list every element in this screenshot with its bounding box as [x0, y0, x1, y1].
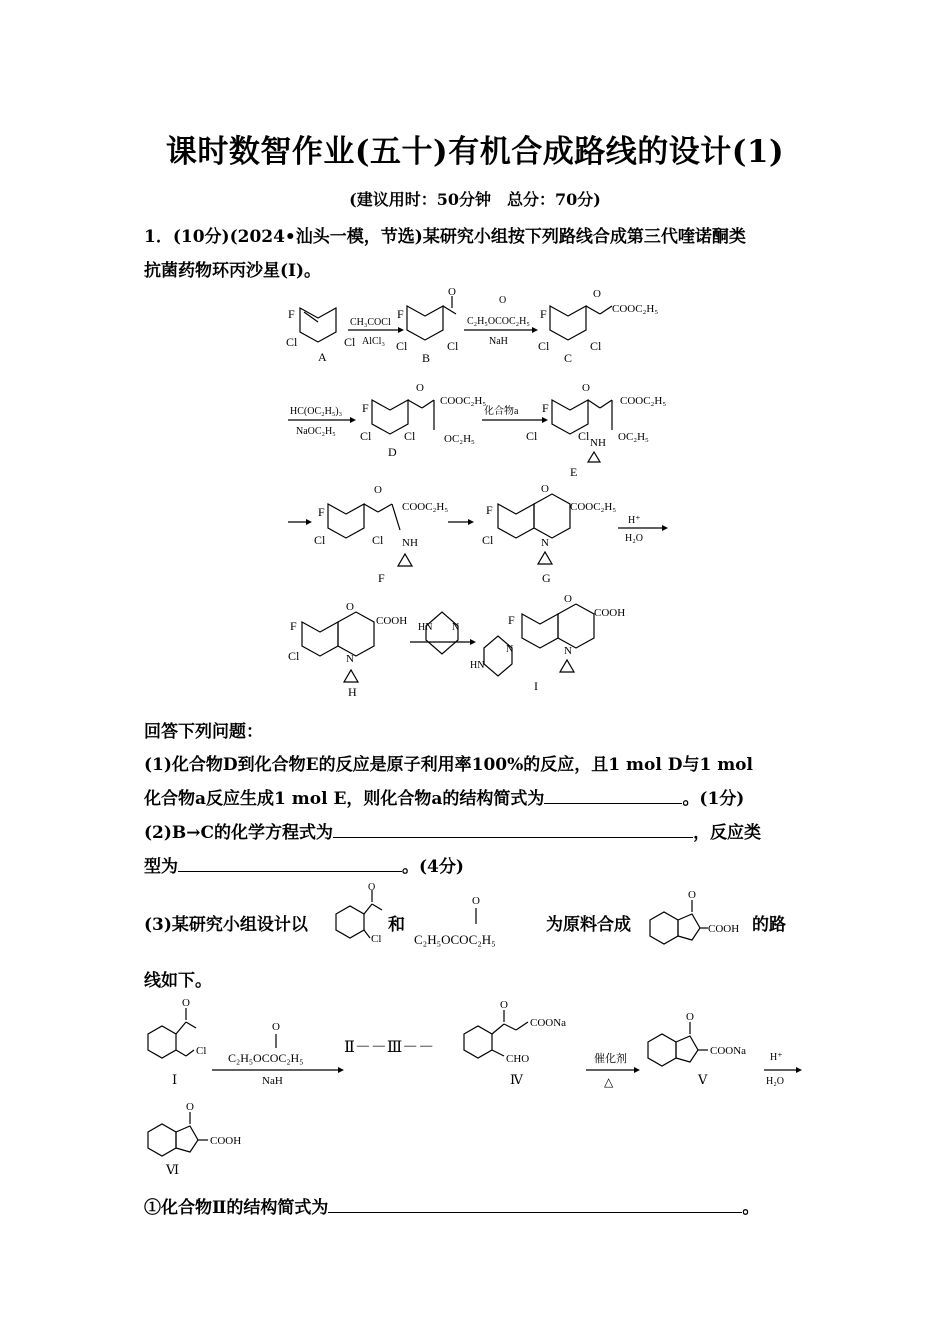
compound-D: [360, 382, 486, 459]
q1-line2: 抗菌药物环丙沙星(I)。: [144, 261, 322, 281]
svg-text:H: H: [348, 685, 357, 699]
compound-E: [526, 382, 666, 479]
svg-text:D: D: [388, 445, 397, 459]
svg-text:O: O: [182, 997, 190, 1009]
svg-text:NaOC₂H₅: NaOC₂H₅: [296, 426, 336, 437]
svg-text:Ⅰ: Ⅰ: [172, 1072, 178, 1087]
svg-text:OC₂H₅: OC₂H₅: [444, 433, 475, 445]
route-compound-6: [148, 1101, 241, 1177]
q1-line1: 1．(10分)(2024•汕头一模，节选)某研究小组按下列路线合成第三代喹诺酮类: [144, 227, 746, 247]
svg-text:COOC₂H₅: COOC₂H₅: [620, 395, 667, 407]
svg-text:Cl: Cl: [344, 335, 356, 349]
svg-text:Ⅱ－－Ⅲ－－: Ⅱ－－Ⅲ－－: [344, 1039, 435, 1056]
svg-text:COOC₂H₅: COOC₂H₅: [402, 501, 449, 513]
svg-text:Cl: Cl: [482, 533, 494, 547]
svg-text:O: O: [272, 1021, 280, 1033]
svg-text:F: F: [508, 613, 515, 627]
svg-text:O: O: [686, 1011, 694, 1023]
compound-C: [538, 288, 658, 365]
part3-text-a: (3)某研究小组设计以: [144, 915, 308, 935]
svg-text:O: O: [368, 882, 376, 893]
svg-text:O: O: [582, 382, 590, 394]
svg-text:COOH: COOH: [210, 1135, 242, 1147]
svg-text:H₂O: H₂O: [766, 1076, 784, 1087]
svg-text:F: F: [542, 401, 549, 415]
svg-text:O: O: [499, 295, 507, 306]
compound-I: [470, 593, 625, 693]
route-compound-4: [464, 999, 566, 1087]
svg-text:CHO: CHO: [506, 1053, 530, 1065]
svg-text:G: G: [542, 571, 551, 585]
svg-text:Cl: Cl: [372, 533, 384, 547]
answer-blank-4[interactable]: [328, 1198, 742, 1213]
svg-text:Cl: Cl: [538, 339, 550, 353]
svg-text:F: F: [362, 401, 369, 415]
svg-text:N: N: [506, 644, 514, 655]
svg-text:F: F: [486, 503, 493, 517]
svg-text:NaH: NaH: [262, 1075, 283, 1087]
inline-chloroacetophenone: [316, 884, 386, 944]
compound-F: [314, 484, 448, 585]
svg-text:Cl: Cl: [371, 933, 382, 945]
compound-B: [396, 286, 459, 365]
svg-text:COOC₂H₅: COOC₂H₅: [612, 303, 659, 315]
svg-text:催化剂: 催化剂: [594, 1053, 627, 1065]
svg-text:F: F: [378, 571, 385, 585]
svg-text:NH: NH: [590, 437, 606, 449]
svg-text:C₂H₅OCOC₂H₅: C₂H₅OCOC₂H₅: [228, 1051, 304, 1065]
route-scheme: [0, 990, 950, 1190]
part1-line2: 化合物a反应生成1 mol E，则化合物a的结构简式为 。(1分): [144, 789, 745, 809]
svg-text:N: N: [452, 622, 460, 633]
answer-blank-2[interactable]: [333, 823, 693, 838]
svg-text:COOH: COOH: [708, 923, 740, 935]
svg-text:F: F: [290, 619, 297, 633]
inline-indenone-acid: [644, 890, 754, 950]
svg-text:O: O: [416, 382, 424, 394]
page-title: 课时数智作业(五十)有机合成路线的设计(1): [165, 134, 785, 170]
svg-text:NaH: NaH: [489, 336, 508, 347]
prompt: 回答下列问题：: [144, 722, 263, 742]
svg-text:COONa: COONa: [530, 1017, 567, 1029]
svg-text:COOH: COOH: [594, 607, 626, 619]
part1-line1: (1)化合物D到化合物E的反应是原子利用率100%的反应，且1 mol D与1 mol: [144, 755, 753, 775]
svg-text:COONa: COONa: [710, 1045, 747, 1057]
svg-text:Cl: Cl: [314, 533, 326, 547]
svg-text:Cl: Cl: [396, 339, 408, 353]
svg-text:Ⅵ: Ⅵ: [166, 1162, 180, 1177]
svg-text:H⁺: H⁺: [628, 515, 641, 526]
svg-text:O: O: [472, 895, 480, 907]
svg-text:F: F: [288, 307, 295, 321]
svg-text:H⁺: H⁺: [770, 1052, 783, 1063]
svg-text:C₂H₅OCOC₂H₅: C₂H₅OCOC₂H₅: [467, 316, 530, 327]
svg-text:HN: HN: [470, 660, 485, 671]
svg-text:Ⅳ: Ⅳ: [510, 1072, 523, 1087]
svg-text:C: C: [564, 351, 573, 365]
svg-text:N: N: [564, 645, 572, 657]
svg-text:B: B: [422, 351, 431, 365]
svg-text:N: N: [346, 653, 354, 665]
part2-line2: 型为 。(4分): [144, 857, 464, 877]
compound-H: [288, 601, 407, 699]
svg-text:O: O: [541, 483, 549, 495]
part2-line1: (2)B→C的化学方程式为 ，反应类: [144, 823, 762, 843]
part3-text-c: 为原料合成: [546, 915, 631, 935]
part3-text-b: 和: [388, 915, 405, 935]
svg-text:Cl: Cl: [447, 339, 459, 353]
subpart1: ①化合物Ⅱ的结构简式为 。: [144, 1198, 760, 1218]
svg-text:OC₂H₅: OC₂H₅: [618, 431, 649, 443]
svg-text:Cl: Cl: [360, 429, 372, 443]
svg-text:△: △: [604, 1075, 614, 1089]
svg-text:O: O: [374, 484, 382, 496]
svg-text:Cl: Cl: [578, 429, 590, 443]
svg-text:O: O: [564, 593, 572, 605]
svg-text:F: F: [318, 505, 325, 519]
svg-text:O: O: [593, 288, 601, 300]
svg-text:AlCl₃: AlCl₃: [362, 336, 385, 347]
svg-text:HN: HN: [418, 622, 433, 633]
svg-text:O: O: [688, 889, 696, 901]
svg-text:E: E: [570, 465, 578, 479]
svg-text:CH₃COCl: CH₃COCl: [350, 317, 391, 328]
part3-line2: 线如下。: [144, 971, 212, 991]
svg-text:H₂O: H₂O: [625, 533, 643, 544]
answer-blank-3[interactable]: [178, 857, 402, 872]
svg-text:COOC₂H₅: COOC₂H₅: [570, 501, 617, 513]
svg-text:I: I: [534, 679, 538, 693]
compound-A: [286, 307, 356, 364]
answer-blank-1[interactable]: [544, 789, 682, 804]
svg-text:Cl: Cl: [286, 335, 298, 349]
part3-text-d: 的路: [752, 915, 786, 935]
inline-diethyl-carbonate: [412, 892, 542, 948]
svg-text:O: O: [448, 286, 456, 298]
svg-text:COOC₂H₅: COOC₂H₅: [440, 395, 487, 407]
svg-text:化合物a: 化合物a: [484, 406, 519, 417]
svg-text:Cl: Cl: [404, 429, 416, 443]
svg-text:Cl: Cl: [526, 429, 538, 443]
piperazine-reagent: [426, 612, 458, 654]
svg-text:Cl: Cl: [196, 1045, 207, 1057]
route-compound-1: [148, 997, 206, 1087]
compound-G: [482, 483, 616, 585]
svg-text:COOH: COOH: [376, 615, 408, 627]
svg-text:C₂H₅OCOC₂H₅: C₂H₅OCOC₂H₅: [414, 932, 496, 947]
svg-text:Ⅴ: Ⅴ: [698, 1072, 708, 1087]
svg-text:NH: NH: [402, 537, 418, 549]
svg-text:O: O: [500, 999, 508, 1011]
svg-text:Cl: Cl: [590, 339, 602, 353]
svg-text:Cl: Cl: [288, 649, 300, 663]
svg-text:A: A: [318, 350, 327, 364]
svg-text:F: F: [540, 307, 547, 321]
svg-text:F: F: [397, 307, 404, 321]
time-and-score: (建议用时：50分钟 总分：70分): [349, 190, 601, 209]
svg-text:N: N: [541, 537, 549, 549]
svg-text:O: O: [346, 601, 354, 613]
route-compound-5: [648, 1011, 746, 1087]
svg-text:HC(OC₂H₅)₃: HC(OC₂H₅)₃: [290, 406, 343, 417]
svg-text:O: O: [186, 1101, 194, 1113]
